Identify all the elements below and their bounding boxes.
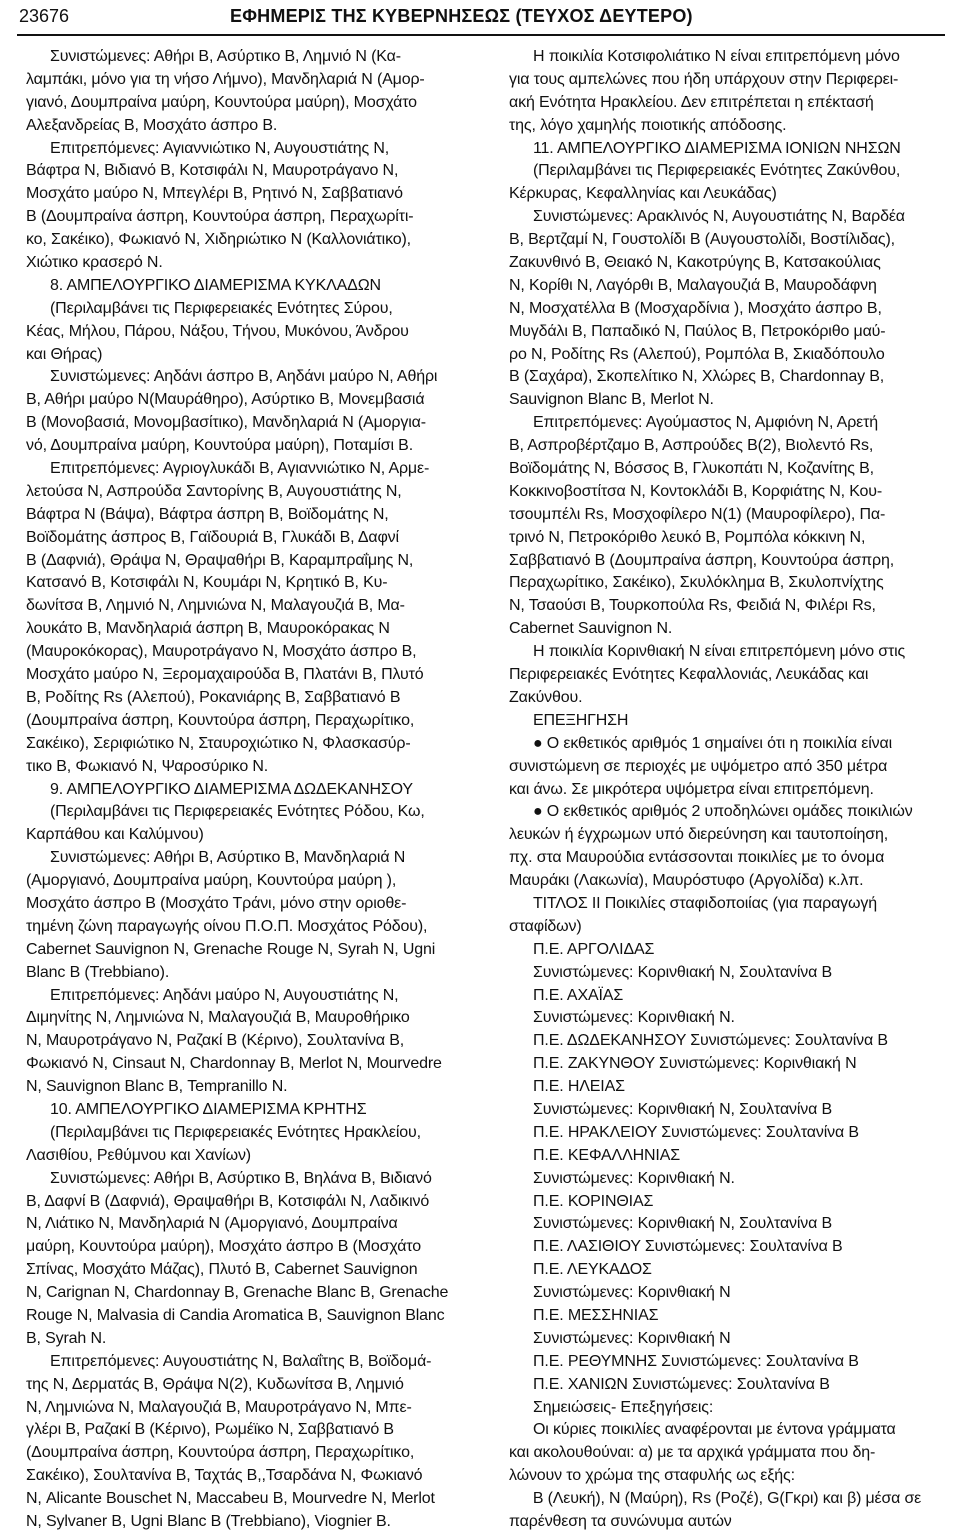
text-line: γλέρι Β, Ραζακί Β (Κέρινο), Ρωμέϊκο Ν, Σαββατιανό Β (26, 1421, 394, 1439)
text-line: Αλεξανδρείας Β, Μοσχάτο άσπρο Β. (26, 116, 278, 134)
text-line: Ν, Alicante Bouschet Ν, Maccabeu Β, Mourvedre Ν, Merlot (26, 1490, 435, 1508)
text-line: δωνίτσα Β, Λημνιό Ν, Λημνιώνα Ν, Μαλαγουζιά Β, Μα- (26, 597, 405, 615)
text-line: Π.Ε. ΗΛΕΙΑΣ (533, 1078, 625, 1096)
text-line: (Δουμπραίνα άσπρη, Κουντούρα άσπρη, Περαχωρίτικο, (26, 1444, 415, 1462)
text-line: Συνιστώμενες: Αθήρι Β, Ασύρτικο Β, Βηλάνα Β, Βιδιανό (50, 1169, 432, 1187)
text-line: Η ποικιλία Κορινθιακή Ν είναι επιτρεπόμενη μόνο στις (533, 643, 906, 661)
text-line: Β (Μονοβασιά, Μονομβασίτικο), Μανδηλαριά Ν (Αμοργια- (26, 414, 426, 432)
text-line: Π.Ε. ΜΕΣΣΗΝΙΑΣ (533, 1306, 659, 1324)
text-line: για τους αμπελώνες που ήδη υπάρχουν στην Περιφερει- (509, 70, 899, 88)
text-line: Β, Ασπροβέρτζαμο Β, Ασπρούδες Β(2), Βιολεντό Rs, (509, 437, 874, 455)
text-line: και Θήρας) (26, 345, 103, 363)
text-line: Π.Ε. ΗΡΑΚΛΕΙΟΥ Συνιστώμενες: Σουλτανίνα Β (533, 1123, 859, 1141)
text-line: πχ. στα Μαυρούδια εντάσσονται ποικιλίες με το όνομα (509, 849, 885, 867)
text-line: τρινό Ν, Πετροκόριθο λευκό Β, Ρομπόλα κόκκινη Ν, (509, 528, 866, 546)
text-line: Επιτρεπόμενες: Αγριογλυκάδι Β, Αγιαννιώτικο Ν, Αρμε- (50, 460, 430, 478)
text-line: Διμηνίτης Ν, Λημνιώνα Ν, Μαλαγουζιά Β, Μαυροθήρικο (26, 1009, 410, 1027)
text-line: της Ν, Δερματάς Β, Θράψα Ν(2), Κυδωνίτσα Β, Λημνιό (26, 1375, 404, 1393)
text-line: Rouge Ν, Malvasia di Candia Aromatica Β, Sauvignon Blanc (26, 1306, 445, 1324)
text-line: Sauvignon Blanc Β, Merlot Ν. (509, 391, 714, 409)
text-line: ακή Ενότητα Ηρακλείου. Δεν επιτρέπεται η επέκτασή (509, 93, 874, 111)
text-line: Ν, Λιάτικο Ν, Μανδηλαριά Ν (Αμοργιανό, Δουμπραίνα (26, 1215, 398, 1233)
text-line: Σακέικο), Σεριφιώτικο Ν, Σταυροχιώτικο Ν, Φλασκασύρ- (26, 734, 411, 752)
text-line: Ν, Τσαούσι Β, Τουρκοπούλα Rs, Φειδιά Ν, Φιλέρι Rs, (509, 597, 876, 615)
text-line: Βοϊδομάτης Ν, Βόσσος Β, Γλυκοπάτι Ν, Κοζανίτης Β, (509, 460, 874, 478)
text-line: (Περιλαμβάνει τις Περιφερειακές Ενότητες Ρόδου, Κω, (50, 803, 425, 821)
text-line: Φωκιανό Ν, Cinsaut Ν, Chardonnay Β, Merlot Ν, Mourvedre (26, 1055, 442, 1073)
text-line: ΕΠΕΞΗΓΗΣΗ (533, 711, 629, 729)
text-line: συνιστώμενη σε περιοχές με υψόμετρο από 350 μέτρα (509, 757, 888, 775)
text-line: Βάφτρα Ν, Βιδιανό Β, Κοτσιφάλι Ν, Μαυροτράγανο Ν, (26, 162, 399, 180)
text-line: Περαχωρίτικο, Σακέικο), Σκυλόκλημα Β, Σκυλοπνίχτης (509, 574, 884, 592)
text-line: τσουμπέλι Rs, Μοσχοφίλερο Ν(1) (Μαυροφίλερο), Πα- (509, 505, 886, 523)
text-line: Cabernet Sauvignon Ν, Grenache Rouge Ν, Syrah Ν, Ugni (26, 940, 436, 958)
text-line: (Περιλαμβάνει τις Περιφερειακές Ενότητες Σύρου, (50, 299, 393, 317)
text-line: Π.Ε. ΔΩΔΕΚΑΝΗΣΟΥ Συνιστώμενες: Σουλτανίνα Β (533, 1032, 888, 1050)
text-line: Επιτρεπόμενες: Αγιαννιώτικο Ν, Αυγουστιάτης Ν, (50, 139, 390, 157)
text-line: της, λόγο χαμηλής ποιοτικής απόδοσης. (509, 116, 787, 134)
text-line: Π.Ε. ΖΑΚΥΝΘΟΥ Συνιστώμενες: Κορινθιακή Ν (533, 1055, 857, 1073)
text-line: και ακολουθούναι: α) με τα αρχικά γράμματα που δη- (509, 1444, 876, 1462)
text-line: Ν, Κορίθι Ν, Λαγόρθι Β, Μαλαγουζιά Β, Μαυροδάφνη (509, 276, 877, 294)
text-line: Π.Ε. ΛΑΣΙΘΙΟΥ Συνιστώμενες: Σουλτανίνα Β (533, 1238, 843, 1256)
left-column (26, 46, 474, 1534)
text-line: Σημειώσεις- Επεξηγήσεις: (533, 1398, 714, 1416)
text-line: Η ποικιλία Κοτσιφολιάτικο Ν είναι επιτρεπόμενη μόνο (533, 48, 900, 65)
text-line: 10. ΑΜΠΕΛΟΥΡΓΙΚΟ ΔΙΑΜΕΡΙΣΜΑ ΚΡΗΤΗΣ (50, 1100, 367, 1118)
text-line: ρο Ν, Ροδίτης Rs (Αλεπού), Ρομπόλα Β, Σκιαδόπουλο (509, 345, 885, 363)
text-line: Καρπάθου και Καλύμνου) (26, 826, 204, 844)
text-line: Συνιστώμενες: Αθήρι Β, Ασύρτικο Β, Μανδηλαριά Ν (50, 849, 406, 867)
text-line: Χιώτικο κρασερό Ν. (26, 254, 163, 272)
text-line: Ν, Sauvignon Blanc Β, Tempranillo Ν. (26, 1078, 288, 1096)
running-title: ΕΦΗΜΕΡΙΣ ΤΗΣ ΚΥΒΕΡΝΗΣΕΩΣ (ΤΕΥΧΟΣ ΔΕΥΤΕΡΟ) (230, 6, 693, 26)
text-line: λουκάτο Β, Μανδηλαριά άσπρη Β, Μαυροκόρακας Ν (26, 620, 390, 638)
text-line: Β (Λευκή), Ν (Μαύρη), Rs (Ροζέ), G(Γκρι) και β) μέσα σε (532, 1490, 922, 1508)
text-line: Οι κύριες ποικιλίες αναφέρονται με έντονα γράμματα (533, 1421, 896, 1439)
text-line: σταφίδων) (509, 917, 582, 935)
text-line: Π.Ε. ΚΕΦΑΛΛΗΝΙΑΣ (533, 1146, 680, 1164)
text-line: Επιτρεπόμενες: Αηδάνι μαύρο Ν, Αυγουστιάτης Ν, (50, 986, 399, 1004)
text-line: Π.Ε. ΑΡΓΟΛΙΔΑΣ (533, 940, 655, 958)
text-line: Ν, Λημνιώνα Ν, Μαλαγουζιά Β, Μαυροτράγανο Ν, Μπε- (26, 1398, 412, 1416)
text-line: Π.Ε. ΚΟΡΙΝΘΙΑΣ (533, 1192, 654, 1210)
text-line: Β, Ροδίτης Rs (Αλεπού), Ροκανιάρης Β, Σαββατιανό Β (26, 688, 401, 706)
text-line: Περιφερειακές Ενότητες Κεφαλλονιάς, Λευκάδας και (509, 666, 869, 684)
text-line: Κατσανό Β, Κοτσιφάλι Ν, Κουμάρι Ν, Κρητικό Β, Κυ- (26, 574, 388, 592)
text-line: Π.Ε. ΑΧΑΪΑΣ (533, 986, 624, 1004)
text-line: Μοσχάτο μαύρο Ν, Μπεγλέρι Β, Ρητινό Ν, Σαββατιανό (26, 185, 403, 203)
text-line: (Μαυροκόκορας), Μαυροτράγανο Ν, Μοσχάτο άσπρο Β, (26, 643, 417, 661)
text-line: Συνιστώμενες: Κορινθιακή Ν. (533, 1009, 735, 1027)
text-line: Π.Ε. ΛΕΥΚΑΔΟΣ (533, 1261, 652, 1279)
text-line: λευκών ή έγχρωμων υπό διερεύνηση και ταυτοποίηση, (509, 826, 889, 844)
text-line: Κέρκυρας, Κεφαλληνίας και Λευκάδας) (509, 185, 777, 203)
text-line: Ν, Carignan Ν, Chardonnay Β, Grenache Blanc Β, Grenache (26, 1284, 449, 1302)
text-line: (Δουμπραίνα άσπρη, Κουντούρα άσπρη, Περαχωρίτικο, (26, 711, 415, 729)
text-line: ΤΙΤΛΟΣ ΙΙ Ποικιλίες σταφιδοποιίας (για παραγωγή (533, 894, 877, 912)
text-line: Β (Δουμπραίνα άσπρη, Κουντούρα άσπρη, Περαχωρίτι- (26, 208, 414, 226)
text-line: Επιτρεπόμενες: Αυγουστιάτης Ν, Βαλαΐτης Β, Βοϊδομά- (50, 1352, 432, 1370)
text-line: Μοσχάτο άσπρο Β (Μοσχάτο Τράνι, μόνο στην οριοθε- (26, 894, 407, 912)
text-line: κο, Σακέικο), Φωκιανό Ν, Χιδηριώτικο Ν (Καλλονιάτικο), (26, 231, 411, 249)
text-line: μαύρη, Κουντούρα μαύρη), Μοσχάτο άσπρο Β (Μοσχάτο (26, 1238, 421, 1256)
text-line: νό, Δουμπραίνα μαύρη, Κουντούρα μαύρη), Ποταμίσι Β. (26, 437, 413, 455)
right-column (509, 46, 945, 1534)
text-line: Συνιστώμενες: Αηδάνι άσπρο Β, Αηδάνι μαύρο Ν, Αθήρι (50, 368, 438, 386)
page-number: 23676 (19, 6, 70, 26)
text-line: Β (Δαφνιά), Θράψα Ν, Θραψαθήρι Β, Καραμπραΐμης Ν, (26, 551, 414, 569)
text-line: λώνουν το χρώμα της σταφυλής ως εξής: (509, 1467, 795, 1485)
text-line: Π.Ε. ΧΑΝΙΩΝ Συνιστώμενες: Σουλτανίνα Β (533, 1375, 830, 1393)
text-line: Συνιστώμενες: Κορινθιακή Ν, Σουλτανίνα Β (533, 1215, 833, 1233)
text-line: λετούσα Ν, Ασπρούδα Σαντορίνης Β, Αυγουστιάτης Ν, (26, 482, 402, 500)
text-line: Blanc Β (Trebbiano). (26, 963, 170, 981)
text-line: Βοϊδομάτης άσπρος Β, Γαϊδουριά Β, Γλυκάδι Β, Δαφνί (26, 528, 399, 546)
text-line: Βάφτρα Ν (Βάψα), Βάφτρα άσπρη Β, Βοϊδομάτης Ν, (26, 505, 389, 523)
text-line: Επιτρεπόμενες: Αγούμαστος Ν, Αμφιόνη Ν, Αρετή (533, 414, 879, 432)
text-line: παρένθεση τα συνώνυμα αυτών (509, 1513, 732, 1530)
text-line: Β, Αθήρι μαύρο Ν(Μαυράθηρο), Ασύρτικο Β, Μονεμβασιά (26, 391, 425, 409)
text-line: Συνιστώμενες: Κορινθιακή Ν, Σουλτανίνα Β (533, 1100, 833, 1118)
text-line: ● Ο εκθετικός αριθμός 2 υποδηλώνει ομάδες ποικιλιών (533, 803, 913, 821)
text-line: Ζακυνθινό Β, Θειακό Ν, Κακοτρύγης Β, Κατσακούλιας (509, 254, 881, 272)
text-line: Συνιστώμενες: Αθήρι Β, Ασύρτικο Β, Λημνιό Ν (Κα- (50, 48, 401, 65)
text-line: Κέας, Μήλου, Πάρου, Νάξου, Τήνου, Μυκόνου, Άνδρου (26, 322, 409, 340)
text-line: Β, Syrah Ν. (26, 1329, 107, 1347)
text-line: Μοσχάτο μαύρο Ν, Ξερομαχαιρούδα Β, Πλατάνι Β, Πλυτό (26, 666, 424, 684)
text-line: Β, Βερτζαμί Ν, Γουστολίδι Β (Αυγουστολίδι, Βοστίλιδας), (509, 231, 895, 249)
text-line: Β, Δαφνί Β (Δαφνιά), Θραψαθήρι Β, Κοτσιφάλι Ν, Λαδικινό (26, 1192, 430, 1210)
text-line: τικο Β, Φωκιανό Ν, Ψαροσύρικο Ν. (26, 757, 269, 775)
text-line: Συνιστώμενες: Κορινθιακή Ν, Σουλτανίνα Β (533, 963, 833, 981)
text-line: 9. ΑΜΠΕΛΟΥΡΓΙΚΟ ΔΙΑΜΕΡΙΣΜΑ ΔΩΔΕΚΑΝΗΣΟΥ (50, 780, 413, 798)
text-line: Σπίνας, Μοσχάτο Μάζας), Πλυτό Β, Cabernet Sauvignon (26, 1261, 418, 1279)
text-line: Συνιστώμενες: Κορινθιακή Ν. (533, 1169, 735, 1187)
text-line: λαμπάκι, μόνο για τη νήσο Λήμνο), Μανδηλαριά Ν (Αμορ- (26, 70, 425, 88)
text-line: τημένη ζώνη παραγωγής οίνου Π.Ο.Π. Μοσχάτος Ρόδου), (26, 917, 428, 935)
text-line: ● Ο εκθετικός αριθμός 1 σημαίνει ότι η ποικιλία είναι (533, 734, 893, 752)
text-line: Cabernet Sauvignon Ν. (509, 620, 673, 638)
text-line: (Περιλαμβάνει τις Περιφερειακές Ενότητες Ζακύνθου, (533, 162, 901, 180)
text-line: Μαυράκι (Λακωνία), Μαυρόστυφο (Αργολίδα) κ.λπ. (509, 872, 864, 890)
text-line: και άνω. Σε μικρότερα υψόμετρα είναι επιτρεπόμενη. (509, 780, 874, 798)
text-line: Κοκκινοβοστίτσα Ν, Κοντοκλάδι Β, Κορφιάτης Ν, Κου- (509, 482, 883, 500)
text-line: Β (Σαχάρα), Σκοπελίτικο Ν, Χλώρες Β, Chardonnay Β, (509, 368, 885, 386)
text-line: Συνιστώμενες: Αρακλινός Ν, Αυγουστιάτης Ν, Βαρδέα (533, 208, 905, 226)
text-line: 11. ΑΜΠΕΛΟΥΡΓΙΚΟ ΔΙΑΜΕΡΙΣΜΑ ΙΟΝΙΩΝ ΝΗΣΩΝ (533, 139, 901, 157)
text-line: Ν, Μοσχατέλλα Β (Μοσχαρδίνια ), Μοσχάτο άσπρο Β, (509, 299, 882, 317)
page-header (0, 0, 960, 36)
header-rule (17, 34, 945, 36)
text-line: Συνιστώμενες: Κορινθιακή Ν (533, 1284, 731, 1302)
text-line: Ν, Μαυροτράγανο Ν, Ραζακί Β (Κέρινο), Σουλτανίνα Β, (26, 1032, 405, 1050)
text-line: Ζακύνθου. (509, 688, 583, 706)
text-line: Σακέικο), Σουλτανίνα Β, Ταχτάς Β,,Τσαρδάνα Ν, Φωκιανό (26, 1467, 423, 1485)
text-line: (Αμοργιανό, Δουμπραίνα μαύρη, Κουντούρα μαύρη ), (26, 872, 397, 890)
text-line: γιανό, Δουμπραίνα μαύρη, Κουντούρα μαύρη), Μοσχάτο (26, 93, 417, 111)
text-line: Ν, Sylvaner Β, Ugni Blanc Β (Trebbiano), Viognier Β. (26, 1513, 391, 1530)
text-line: Συνιστώμενες: Κορινθιακή Ν (533, 1329, 731, 1347)
text-line: Π.Ε. ΡΕΘΥΜΝΗΣ Συνιστώμενες: Σουλτανίνα Β (533, 1352, 859, 1370)
text-line: (Περιλαμβάνει τις Περιφερειακές Ενότητες Ηρακλείου, (50, 1123, 421, 1141)
text-line: Λασιθίου, Ρεθύμνου και Χανίων) (26, 1146, 251, 1164)
text-line: Σαββατιανό Β (Δουμπραίνα άσπρη, Κουντούρα άσπρη, (509, 551, 895, 569)
text-line: 8. ΑΜΠΕΛΟΥΡΓΙΚΟ ΔΙΑΜΕΡΙΣΜΑ ΚΥΚΛΑΔΩΝ (50, 276, 381, 294)
text-line: Μυγδάλι Β, Παπαδικό Ν, Παύλος Β, Πετροκόριθο μαύ- (509, 322, 886, 340)
